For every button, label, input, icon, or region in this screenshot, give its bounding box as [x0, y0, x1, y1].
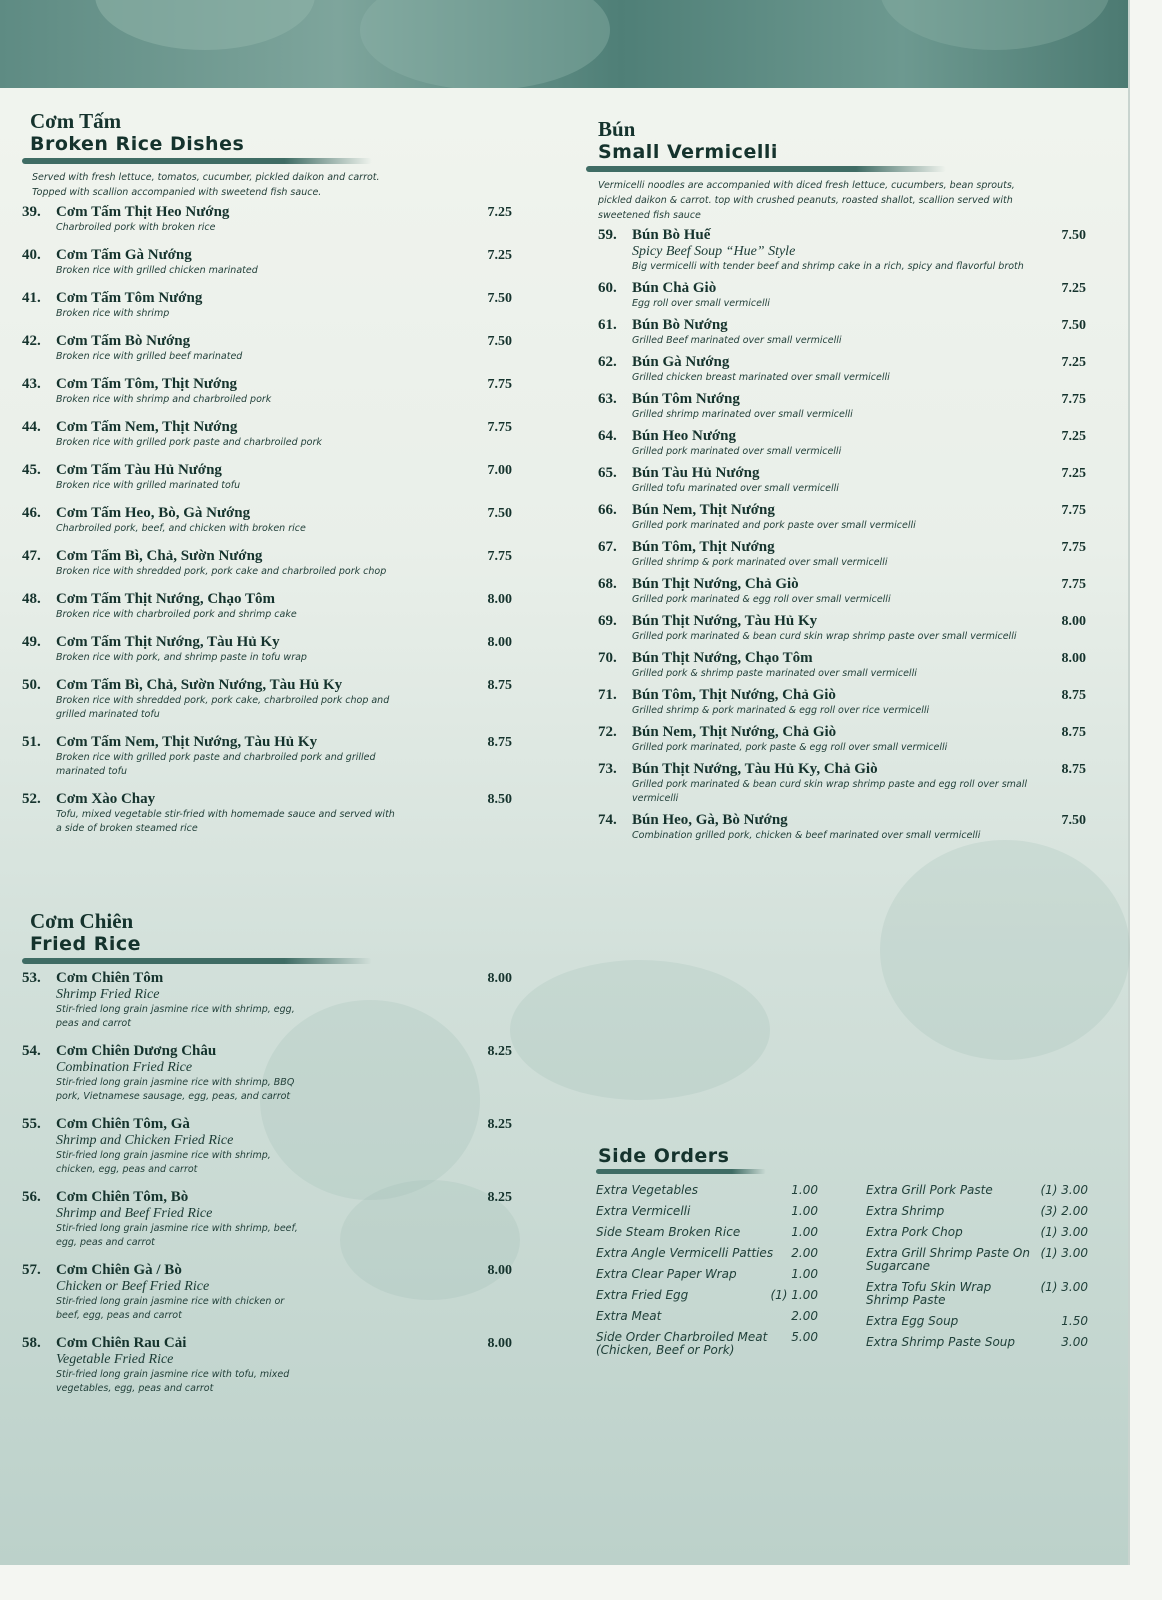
- item-price: 8.75: [1061, 762, 1086, 777]
- brush-stroke: [596, 1169, 766, 1174]
- item-price: 7.50: [487, 291, 512, 306]
- side-order-name: Extra Tofu Skin Wrap Shrimp Paste: [866, 1280, 992, 1307]
- item-description: Broken rice with grilled chicken marinated: [56, 265, 258, 276]
- side-order-price: 2.00: [791, 1246, 818, 1260]
- item-description: Stir-fried long grain jasmine rice with shrimp, beef, egg, peas and carrot: [56, 1223, 298, 1248]
- item-number: 68.: [598, 576, 617, 592]
- menu-item: [22, 1335, 512, 1396]
- item-number: 46.: [22, 505, 41, 521]
- item-price: 7.50: [1061, 228, 1086, 243]
- item-name: Cơm Tấm Tôm, Thịt Nướng: [56, 376, 238, 392]
- side-order-row: [596, 1184, 818, 1197]
- menu-item: [22, 734, 512, 779]
- item-subtitle: Shrimp and Beef Fried Rice: [56, 1206, 213, 1221]
- item-price: 8.25: [487, 1190, 512, 1205]
- menu-item: [22, 591, 512, 622]
- side-order-name: Extra Grill Pork Paste: [866, 1183, 993, 1197]
- item-subtitle: Shrimp and Chicken Fried Rice: [56, 1133, 234, 1148]
- side-order-name: Extra Pork Chop: [866, 1225, 963, 1239]
- side-order-price: 2.00: [791, 1309, 818, 1323]
- menu-item: [598, 650, 1086, 681]
- item-price: 7.25: [487, 205, 512, 220]
- item-number: 51.: [22, 734, 41, 750]
- item-name: Cơm Chiên Gà / Bò: [56, 1262, 182, 1278]
- vermicelli-section: [598, 118, 1086, 843]
- item-price: 7.75: [1061, 577, 1086, 592]
- menu-item: [22, 247, 512, 278]
- item-name: Bún Tôm Nướng: [632, 391, 740, 407]
- brush-stroke: [22, 958, 372, 964]
- item-number: 72.: [598, 724, 617, 740]
- item-name: Cơm Chiên Tôm: [56, 970, 164, 986]
- item-number: 58.: [22, 1335, 41, 1351]
- item-number: 43.: [22, 376, 41, 392]
- side-orders-right: [866, 1184, 1088, 1365]
- menu-item: [598, 761, 1086, 806]
- side-order-row: [866, 1247, 1088, 1273]
- item-name: Bún Heo, Gà, Bò Nướng: [632, 812, 788, 828]
- side-order-row: [596, 1247, 818, 1260]
- item-description: Broken rice with shrimp and charbroiled pork: [56, 394, 272, 405]
- side-order-name: Side Order Charbroiled Meat (Chicken, Beef or Pork): [596, 1330, 768, 1357]
- side-order-row: [596, 1205, 818, 1218]
- side-order-price: 1.00: [791, 1225, 818, 1239]
- item-number: 65.: [598, 465, 617, 481]
- side-order-price: 1.00: [791, 1204, 818, 1218]
- item-price: 7.50: [1061, 318, 1086, 333]
- item-name: Cơm Tấm Tàu Hủ Nướng: [56, 462, 222, 478]
- item-price: 7.50: [487, 334, 512, 349]
- item-price: 8.25: [487, 1117, 512, 1132]
- item-name: Cơm Chiên Dương Châu: [56, 1043, 217, 1059]
- item-number: 53.: [22, 970, 41, 986]
- side-order-price: 1.00: [791, 1267, 818, 1281]
- item-description: Grilled pork marinated over small vermicelli: [632, 446, 842, 457]
- side-order-row: [866, 1281, 1088, 1307]
- item-number: 63.: [598, 391, 617, 407]
- item-price: 7.75: [487, 420, 512, 435]
- item-name: Bún Bò Huế: [632, 227, 711, 243]
- side-order-price: (1) 3.00: [1040, 1280, 1088, 1294]
- menu-item: [22, 1189, 512, 1250]
- vermicelli-list: [598, 227, 1086, 843]
- item-description: Stir-fried long grain jasmine rice with tofu, mixed vegetables, egg, peas and carrot: [56, 1369, 290, 1394]
- menu-item: [598, 428, 1086, 459]
- side-order-row: [866, 1205, 1088, 1218]
- item-name: Cơm Tấm Thịt Nướng, Tàu Hủ Ky: [56, 634, 280, 650]
- item-price: 7.75: [487, 549, 512, 564]
- item-number: 45.: [22, 462, 41, 478]
- side-order-row: [866, 1336, 1088, 1349]
- menu-item: [598, 613, 1086, 644]
- item-subtitle: Shrimp Fried Rice: [56, 987, 160, 1002]
- menu-item: [598, 724, 1086, 755]
- item-name: Cơm Tấm Thịt Heo Nướng: [56, 204, 230, 220]
- item-name: Bún Chả Giò: [632, 280, 717, 296]
- side-order-row: [596, 1226, 818, 1239]
- menu-item: [598, 317, 1086, 348]
- side-order-name: Extra Fried Egg: [596, 1288, 689, 1302]
- menu-item: [22, 505, 512, 536]
- item-name: Bún Tôm, Thịt Nướng, Chả Giò: [632, 687, 836, 703]
- menu-item: [22, 1116, 512, 1177]
- item-price: 8.00: [487, 1263, 512, 1278]
- side-order-price: 1.50: [1061, 1314, 1088, 1328]
- side-order-name: Extra Vermicelli: [596, 1204, 691, 1218]
- item-name: Bún Thịt Nướng, Chạo Tôm: [632, 650, 813, 666]
- side-order-row: [596, 1268, 818, 1281]
- item-name: Bún Thịt Nướng, Tàu Hủ Ky, Chả Giò: [632, 761, 878, 777]
- menu-item: [22, 1262, 512, 1323]
- item-number: 60.: [598, 280, 617, 296]
- item-price: 8.00: [487, 592, 512, 607]
- side-order-price: 3.00: [1061, 1335, 1088, 1349]
- item-price: 8.75: [487, 678, 512, 693]
- header-photo: [0, 0, 1128, 88]
- item-name: Bún Tôm, Thịt Nướng: [632, 539, 775, 555]
- item-number: 62.: [598, 354, 617, 370]
- item-number: 71.: [598, 687, 617, 703]
- item-number: 56.: [22, 1189, 41, 1205]
- item-name: Bún Bò Nướng: [632, 317, 728, 333]
- item-description: Grilled Beef marinated over small vermicelli: [632, 335, 842, 346]
- item-number: 67.: [598, 539, 617, 555]
- item-description: Grilled pork marinated & bean curd skin wrap shrimp paste over small vermicelli: [632, 631, 1017, 642]
- item-description: Big vermicelli with tender beef and shrimp cake in a rich, spicy and flavorful broth: [632, 261, 1024, 272]
- item-name: Cơm Chiên Rau Cải: [56, 1335, 187, 1351]
- item-name: Cơm Tấm Bò Nướng: [56, 333, 191, 349]
- menu-item: [22, 204, 512, 235]
- item-number: 57.: [22, 1262, 41, 1278]
- fried-rice-list: [22, 970, 512, 1396]
- item-description: Grilled chicken breast marinated over small vermicelli: [632, 372, 890, 383]
- item-number: 52.: [22, 791, 41, 807]
- item-description: Grilled pork marinated & egg roll over small vermicelli: [632, 594, 891, 605]
- broken-rice-section: [22, 110, 512, 836]
- side-order-price: (1) 3.00: [1040, 1246, 1088, 1260]
- section-title-vn: Cơm Chiên: [30, 909, 134, 933]
- menu-item: [598, 391, 1086, 422]
- item-description: Broken rice with grilled pork paste and charbroiled pork: [56, 437, 322, 448]
- side-order-row: [866, 1315, 1088, 1328]
- item-description: Grilled shrimp & pork marinated over small vermicelli: [632, 557, 888, 568]
- brush-stroke: [586, 166, 946, 172]
- menu-item: [598, 812, 1086, 843]
- side-order-name: Extra Grill Shrimp Paste On Sugarcane: [866, 1246, 1030, 1273]
- left-column: [22, 109, 512, 1394]
- menu-item: [22, 548, 512, 579]
- item-number: 74.: [598, 812, 617, 828]
- item-name: Bún Nem, Thịt Nướng: [632, 502, 775, 518]
- section-intro: Served with fresh lettuce, tomatos, cucumber, pickled daikon and carrot. Topped with scallion accompanied with sweetend fish sauce.: [32, 172, 380, 198]
- menu-item: [598, 687, 1086, 718]
- side-order-row: [596, 1289, 818, 1302]
- side-order-price: (1) 3.00: [1040, 1225, 1088, 1239]
- item-price: 7.25: [1061, 466, 1086, 481]
- menu-item: [598, 576, 1086, 607]
- item-price: 7.50: [487, 506, 512, 521]
- item-price: 8.50: [487, 792, 512, 807]
- side-orders-left: [596, 1184, 818, 1365]
- side-order-row: [596, 1310, 818, 1323]
- menu-item: [22, 462, 512, 493]
- item-name: Cơm Chiên Tôm, Gà: [56, 1116, 190, 1132]
- section-title-en: Fried Rice: [30, 933, 142, 955]
- item-name: Cơm Tấm Nem, Thịt Nướng, Tàu Hủ Ky: [56, 734, 318, 750]
- item-price: 8.75: [487, 735, 512, 750]
- menu-item: [22, 791, 512, 836]
- item-name: Cơm Xào Chay: [56, 791, 156, 807]
- item-number: 47.: [22, 548, 41, 564]
- item-description: Charbroiled pork, beef, and chicken with broken rice: [56, 523, 306, 534]
- item-subtitle: Chicken or Beef Fried Rice: [56, 1279, 210, 1294]
- side-orders-title: Side Orders: [598, 1145, 730, 1167]
- side-order-name: Extra Meat: [596, 1309, 662, 1323]
- item-number: 42.: [22, 333, 41, 349]
- side-order-name: Extra Egg Soup: [866, 1314, 959, 1328]
- side-order-name: Extra Shrimp Paste Soup: [866, 1335, 1016, 1349]
- item-description: Stir-fried long grain jasmine rice with shrimp, BBQ pork, Vietnamese sausage, egg, peas, and carrot: [56, 1077, 295, 1102]
- item-description: Broken rice with shredded pork, pork cake and charbroiled pork chop: [56, 566, 387, 577]
- menu-item: [22, 634, 512, 665]
- item-number: 44.: [22, 419, 41, 435]
- item-subtitle: Combination Fried Rice: [56, 1060, 193, 1075]
- item-price: 8.00: [487, 1336, 512, 1351]
- item-name: Cơm Tấm Thịt Nướng, Chạo Tôm: [56, 591, 275, 607]
- item-price: 7.25: [1061, 429, 1086, 444]
- fried-rice-section: [22, 910, 512, 1408]
- menu-item: [22, 290, 512, 321]
- menu-item: [22, 333, 512, 364]
- item-name: Cơm Chiên Tôm, Bò: [56, 1189, 189, 1205]
- item-description: Charbroiled pork with broken rice: [56, 222, 216, 233]
- item-number: 55.: [22, 1116, 41, 1132]
- item-number: 54.: [22, 1043, 41, 1059]
- menu-item: [22, 419, 512, 450]
- item-name: Bún Heo Nướng: [632, 428, 736, 444]
- item-price: 8.25: [487, 1044, 512, 1059]
- item-number: 41.: [22, 290, 41, 306]
- side-order-name: Extra Clear Paper Wrap: [596, 1267, 737, 1281]
- item-price: 8.75: [1061, 688, 1086, 703]
- item-description: Broken rice with grilled pork paste and charbroiled pork and grilled marinated tofu: [56, 752, 376, 777]
- menu-item: [22, 376, 512, 407]
- item-number: 59.: [598, 227, 617, 243]
- menu-item: [598, 502, 1086, 533]
- side-order-price: 5.00: [791, 1330, 818, 1344]
- side-order-row: [866, 1226, 1088, 1239]
- item-description: Grilled pork marinated, pork paste & egg roll over small vermicelli: [632, 742, 948, 753]
- item-description: Egg roll over small vermicelli: [632, 298, 770, 309]
- item-number: 64.: [598, 428, 617, 444]
- item-name: Cơm Tấm Tôm Nướng: [56, 290, 203, 306]
- item-description: Broken rice with grilled beef marinated: [56, 351, 243, 362]
- right-column: [598, 118, 1086, 849]
- item-name: Bún Thịt Nướng, Chả Giò: [632, 576, 799, 592]
- side-order-price: (1) 3.00: [1040, 1183, 1088, 1197]
- item-number: 40.: [22, 247, 41, 263]
- item-price: 7.25: [487, 248, 512, 263]
- item-price: 7.50: [1061, 813, 1086, 828]
- side-order-name: Extra Vegetables: [596, 1183, 699, 1197]
- item-price: 7.25: [1061, 281, 1086, 296]
- item-number: 73.: [598, 761, 617, 777]
- item-description: Grilled shrimp marinated over small vermicelli: [632, 409, 853, 420]
- item-price: 7.25: [1061, 355, 1086, 370]
- item-number: 61.: [598, 317, 617, 333]
- item-number: 49.: [22, 634, 41, 650]
- item-number: 70.: [598, 650, 617, 666]
- item-description: Stir-fried long grain jasmine rice with shrimp, egg, peas and carrot: [56, 1004, 295, 1029]
- menu-item: [22, 1043, 512, 1104]
- item-description: Stir-fried long grain jasmine rice with shrimp, chicken, egg, peas and carrot: [56, 1150, 271, 1175]
- section-title-en: Broken Rice Dishes: [30, 133, 245, 155]
- item-name: Bún Thịt Nướng, Tàu Hủ Ky: [632, 613, 818, 629]
- item-description: Tofu, mixed vegetable stir-fried with homemade sauce and served with a side of broken steamed rice: [56, 809, 395, 834]
- item-price: 7.75: [1061, 540, 1086, 555]
- section-title-vn: Cơm Tấm: [30, 109, 122, 133]
- item-price: 8.00: [1061, 651, 1086, 666]
- item-price: 7.75: [1061, 392, 1086, 407]
- section-title-en: Small Vermicelli: [598, 141, 778, 163]
- menu-item: [598, 227, 1086, 274]
- item-description: Broken rice with charbroiled pork and shrimp cake: [56, 609, 297, 620]
- side-order-name: Extra Shrimp: [866, 1204, 945, 1218]
- item-description: Broken rice with pork, and shrimp paste in tofu wrap: [56, 652, 307, 663]
- item-number: 48.: [22, 591, 41, 607]
- item-price: 8.00: [1061, 614, 1086, 629]
- menu-item: [22, 970, 512, 1031]
- broken-rice-list: [22, 204, 512, 836]
- item-price: 7.75: [1061, 503, 1086, 518]
- item-description: Stir-fried long grain jasmine rice with chicken or beef, egg, peas and carrot: [56, 1296, 285, 1321]
- item-name: Cơm Tấm Gà Nướng: [56, 247, 192, 263]
- item-name: Cơm Tấm Heo, Bò, Gà Nướng: [56, 505, 251, 521]
- item-number: 50.: [22, 677, 41, 693]
- side-order-row: [596, 1331, 818, 1357]
- menu-item: [598, 539, 1086, 570]
- item-subtitle: Spicy Beef Soup “Hue” Style: [632, 244, 796, 259]
- item-description: Grilled tofu marinated over small vermicelli: [632, 483, 839, 494]
- menu-item: [22, 677, 512, 722]
- menu-item: [598, 465, 1086, 496]
- menu-item: [598, 280, 1086, 311]
- side-order-row: [866, 1184, 1088, 1197]
- item-number: 69.: [598, 613, 617, 629]
- brush-stroke: [22, 158, 372, 164]
- item-number: 66.: [598, 502, 617, 518]
- item-name: Bún Gà Nướng: [632, 354, 730, 370]
- section-title-vn: Bún: [598, 117, 636, 141]
- side-orders-section: [596, 1145, 1088, 1365]
- item-description: Broken rice with grilled marinated tofu: [56, 480, 241, 491]
- side-order-name: Side Steam Broken Rice: [596, 1225, 741, 1239]
- section-intro: Vermicelli noodles are accompanied with diced fresh lettuce, cucumbers, bean sprouts, pickled daikon & carrot. top with crushed peanuts, roasted shallot, scallion served with sweetened fish sauce: [598, 180, 1015, 221]
- item-description: Grilled pork marinated and pork paste over small vermicelli: [632, 520, 916, 531]
- item-description: Broken rice with shrimp: [56, 308, 170, 319]
- item-description: Broken rice with shredded pork, pork cake, charbroiled pork chop and grilled marinated tofu: [56, 695, 390, 720]
- side-order-price: (3) 2.00: [1040, 1204, 1088, 1218]
- item-name: Cơm Tấm Bì, Chả, Sườn Nướng: [56, 548, 263, 564]
- item-price: 8.00: [487, 971, 512, 986]
- item-number: 39.: [22, 204, 41, 220]
- side-order-price: 1.00: [791, 1183, 818, 1197]
- item-subtitle: Vegetable Fried Rice: [56, 1352, 174, 1367]
- item-price: 8.00: [487, 635, 512, 650]
- menu-item: [598, 354, 1086, 385]
- item-name: Cơm Tấm Bì, Chả, Sườn Nướng, Tàu Hủ Ky: [56, 677, 343, 693]
- item-description: Combination grilled pork, chicken & beef marinated over small vermicelli: [632, 830, 981, 841]
- side-order-name: Extra Angle Vermicelli Patties: [596, 1246, 774, 1260]
- item-price: 7.00: [487, 463, 512, 478]
- item-name: Bún Nem, Thịt Nướng, Chả Giò: [632, 724, 837, 740]
- item-description: Grilled pork & shrimp paste marinated over small vermicelli: [632, 668, 917, 679]
- side-order-price: (1) 1.00: [770, 1288, 818, 1302]
- item-name: Cơm Tấm Nem, Thịt Nướng: [56, 419, 238, 435]
- item-description: Grilled pork marinated & bean curd skin wrap shrimp paste and egg roll over small vermicelli: [632, 779, 1028, 804]
- item-price: 7.75: [487, 377, 512, 392]
- item-price: 8.75: [1061, 725, 1086, 740]
- item-name: Bún Tàu Hủ Nướng: [632, 465, 760, 481]
- item-description: Grilled shrimp & pork marinated & egg roll over rice vermicelli: [632, 705, 930, 716]
